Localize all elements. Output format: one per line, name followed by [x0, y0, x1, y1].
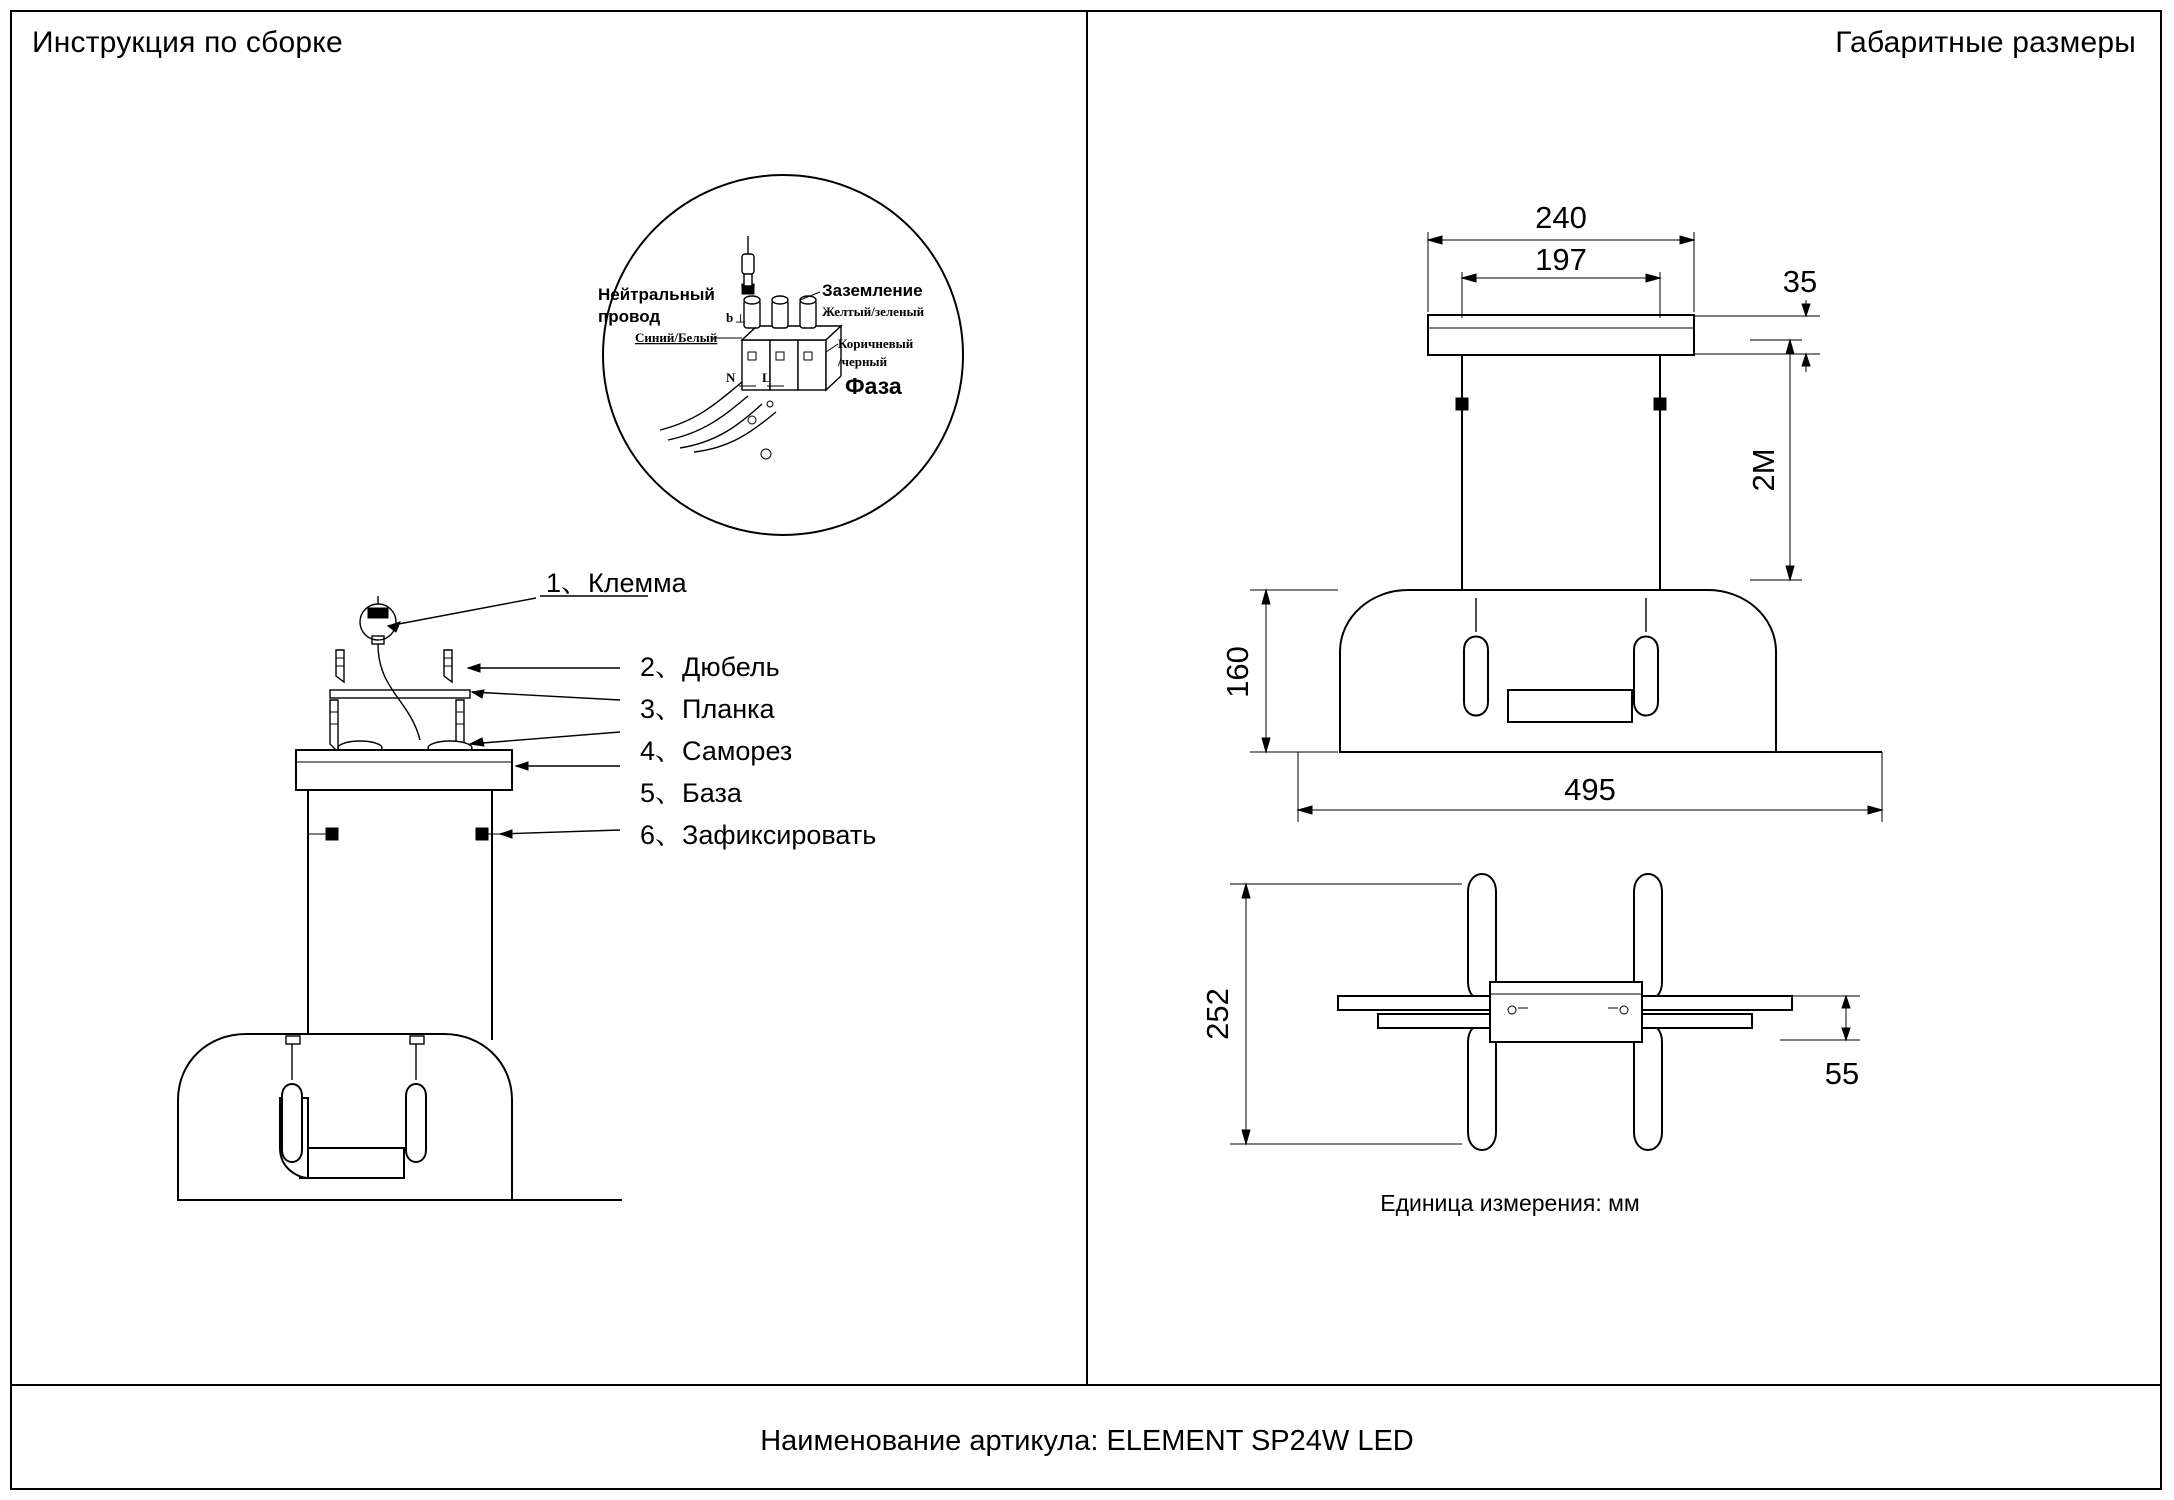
dim-55-label: 55: [1824, 1056, 1860, 1091]
callout-6-num: 6、: [640, 820, 683, 850]
horizontal-divider: [10, 1384, 2162, 1386]
callout-4-num: 4、: [640, 736, 683, 766]
svg-text:5、База: [640, 778, 743, 808]
svg-text:4、Саморез: [640, 736, 792, 766]
dim-197: [1462, 242, 1660, 318]
article-name: Наименование артикула: ELEMENT SP24W LED: [760, 1425, 1414, 1457]
mounting-hardware: [330, 644, 472, 755]
callout-5-label: База: [682, 778, 742, 808]
callout-1-num: 1、: [546, 568, 589, 598]
terminal-block: [660, 236, 841, 459]
phase-color-line1: Коричневый: [838, 336, 914, 351]
marker-b: b: [726, 310, 734, 325]
marker-l: L: [762, 370, 771, 385]
dim-35: [1694, 264, 1820, 372]
ceiling-terminal: [360, 596, 396, 644]
dimension-diagram: [1090, 0, 2160, 1380]
front-elevation: [1340, 315, 1882, 752]
dim-160-label: 160: [1220, 646, 1255, 698]
callout-2-num: 2、: [640, 652, 683, 682]
unit-note: Единица измерения: мм: [1380, 1190, 1640, 1216]
callout-5-num: 5、: [640, 778, 683, 808]
phase-color-line2: /черный: [838, 354, 888, 369]
dim-252-label: 252: [1200, 988, 1235, 1040]
dim-495-label: 495: [1564, 772, 1616, 807]
dim-2m: [1746, 340, 1802, 580]
page-title-right: Габаритные размеры: [1835, 26, 2136, 59]
ground-color-label: Желтый/зеленый: [822, 304, 925, 319]
dim-495: [1298, 752, 1882, 822]
svg-text:2、Дюбель: [640, 652, 780, 682]
svg-text:1、Клемма: [546, 568, 688, 598]
fix-marker-right: [476, 828, 488, 840]
ground-label: Заземление: [822, 281, 923, 300]
callout-2-label: Дюбель: [682, 652, 780, 682]
assembly-diagram: [0, 0, 1086, 1380]
base-plate: [296, 750, 512, 790]
callout-3-num: 3、: [640, 694, 683, 724]
phase-label: Фаза: [845, 373, 902, 399]
dim-197-label: 197: [1535, 242, 1587, 277]
svg-text:6、Зафиксировать: [640, 820, 876, 850]
dim-160: [1220, 590, 1338, 752]
lamp-body: [178, 1034, 622, 1200]
plan-view: [1338, 874, 1792, 1150]
callout-4-label: Саморез: [682, 736, 793, 766]
vertical-divider: [1086, 10, 1088, 1384]
dim-240-label: 240: [1535, 200, 1587, 235]
fix-marker-left: [326, 828, 338, 840]
callout-list: [546, 568, 876, 850]
callout-1-label: Клемма: [588, 568, 687, 598]
leader-line-clemma: [388, 598, 536, 626]
neutral-color-label: Синий/Белый: [635, 330, 718, 345]
dim-2m-label: 2М: [1746, 448, 1781, 492]
marker-n: N: [726, 370, 736, 385]
neutral-label-line1: Нейтральный: [598, 285, 715, 304]
marker-ground: ┴: [736, 314, 746, 329]
callout-6-label: Зафиксировать: [682, 820, 877, 850]
neutral-label-line2: провод: [598, 307, 661, 326]
page-title-left: Инструкция по сборке: [32, 26, 343, 59]
svg-text:3、Планка: [640, 694, 776, 724]
dim-35-label: 35: [1782, 264, 1818, 299]
callout-3-label: Планка: [682, 694, 775, 724]
